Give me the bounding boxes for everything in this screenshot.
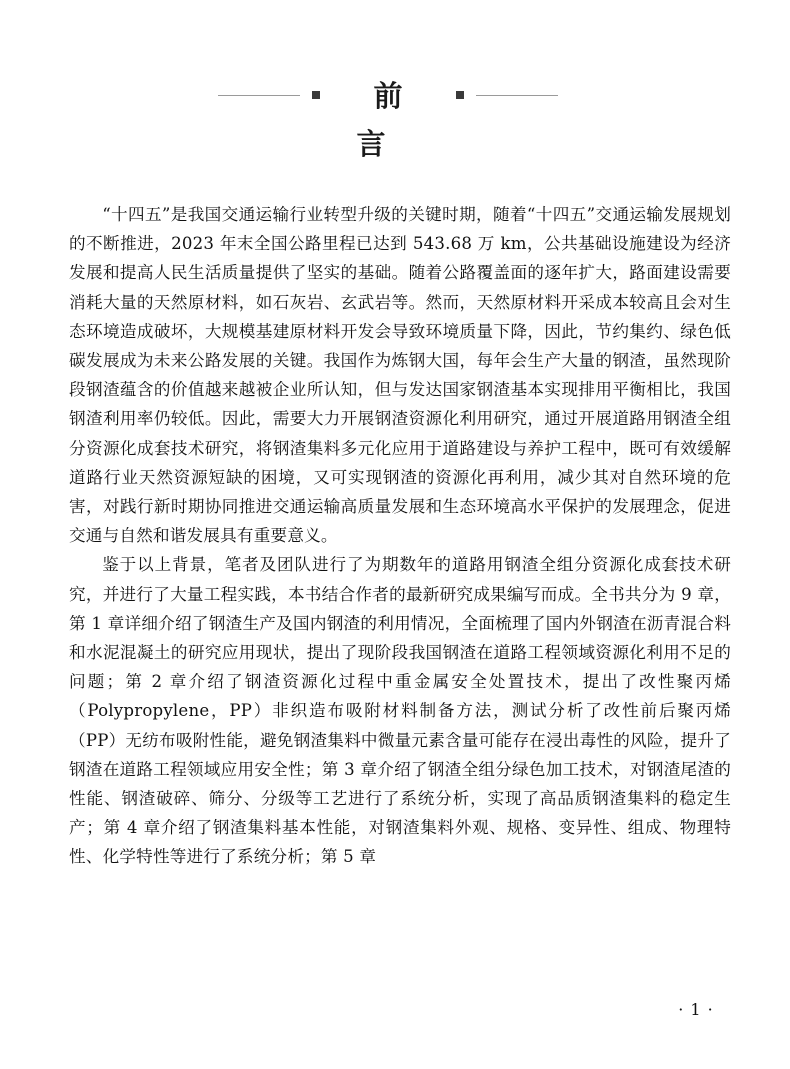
page-heading bbox=[218, 72, 558, 161]
paragraph: 鉴于以上背景，笔者及团队进行了为期数年的道路用钢渣全组分资源化成套技术研究，并进行了大量工程实践，本书结合作者的最新研究成果编写而成。全书共分为 9 章，第 1 章详细介绍了钢渣生产及国内钢渣的利用情况，全面梳理了国内外钢渣在沥青混合料和水泥混凝土的研究应用现状，提出了现阶段我国钢渣在道路工程领域资源化利用不足的问题；第 2 章介绍了钢渣资源化过程中重金属安全处置技术，提出了改性聚丙烯（Polypropylene，PP）非织造布吸附材料制备方法，测试分析了改性前后聚丙烯（PP）无纺布吸附性能，避免钢渣集料中微量元素含量可能存在浸出毒性的风险，提升了钢渣在道路工程领域应用安全性；第 3 章介绍了钢渣全组分绿色加工技术，对钢渣尾渣的性能、钢渣破碎、筛分、分级等工艺进行了系统分析，实现了高品质钢渣集料的稳定生产；第 4 章介绍了钢渣集料基本性能，对钢渣集料外观、规格、变异性、组成、物理特性、化学特性等进行了系统分析；第 5 章 bbox=[69, 555, 731, 867]
page-number: · 1 · bbox=[678, 1000, 714, 1019]
heading-square-right bbox=[456, 91, 464, 99]
heading-square-left bbox=[312, 91, 320, 99]
heading-rule-left bbox=[218, 95, 300, 96]
body-text bbox=[69, 200, 731, 872]
paragraph: “十四五”是我国交通运输行业转型升级的关键时期，随着“十四五”交通运输发展规划的不断推进，2023 年末全国公路里程已达到 543.68 万 km，公共基础设施建设为经济发展和提高人民生活质量提供了坚实的基础。随着公路覆盖面的逐年扩大，路面建设需要消耗大量的天然原材料，如石灰岩、玄武岩等。然而，天然原材料开采成本较高且会对生态环境造成破坏，大规模基建原材料开发会导致环境质量下降，因此，节约集约、绿色低碳发展成为未来公路发展的关键。我国作为炼钢大国，每年会生产大量的钢渣，虽然现阶段钢渣蕴含的价值越来越被企业所认知，但与发达国家钢渣基本实现排用平衡相比，我国钢渣利用率仍较低。因此，需要大力开展钢渣资源化利用研究，通过开展道路用钢渣全组分资源化成套技术研究，将钢渣集料多元化应用于道路建设与养护工程中，既可有效缓解道路行业天然资源短缺的困境，又可实现钢渣的资源化再利用，减少其对自然环境的危害，对践行新时期协同推进交通运输高质量发展和生态环境高水平保护的发展理念，促进交通与自然和谐发展具有重要意义。 bbox=[69, 205, 731, 546]
page-title: 前言 bbox=[356, 79, 437, 161]
heading-rule-right bbox=[476, 95, 558, 96]
